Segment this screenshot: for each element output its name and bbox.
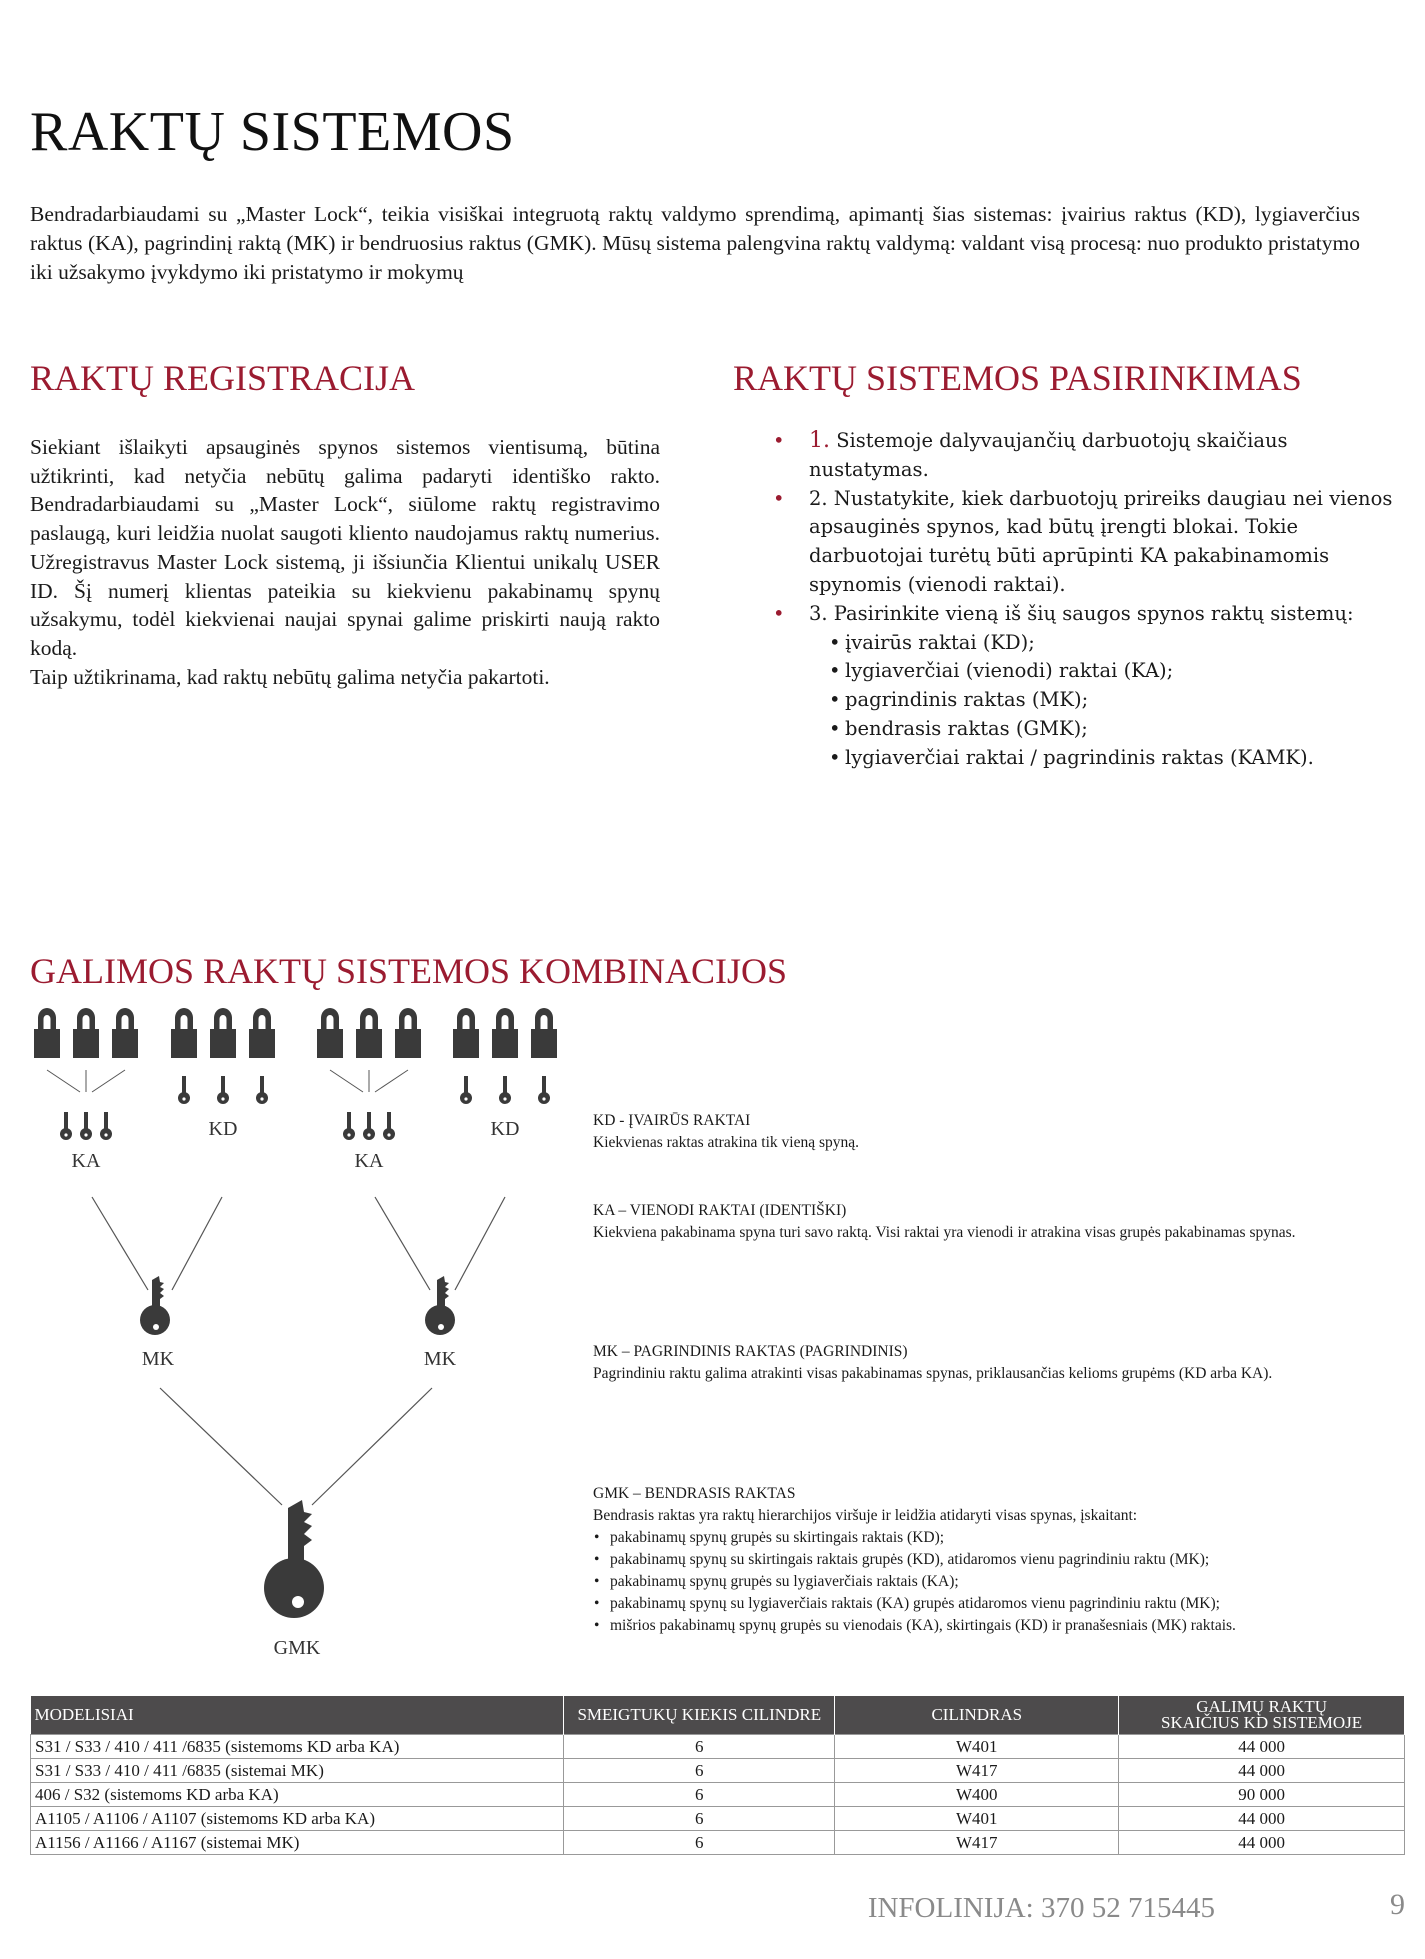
label-kd-1: KD xyxy=(208,1118,238,1140)
option-item: • bendrasis raktas (GMK); xyxy=(773,715,1393,744)
step-text: 2. Nustatykite, kiek darbuotojų prireiks daugiau nei vienos apsauginės spynos, kad būtų įrengti blokai. Tokie darbuotojai turėtų būti aprūpinti KA pakabinamomis spynomis (vienodi raktai). xyxy=(809,486,1393,596)
padlock-icon xyxy=(249,1008,275,1058)
gmk-list xyxy=(593,1527,1373,1637)
bullet: • xyxy=(773,429,785,452)
definition-gmk xyxy=(593,1483,1373,1637)
padlock-icon xyxy=(492,1008,518,1058)
cell-pins: 6 xyxy=(564,1831,835,1855)
registration-body xyxy=(30,433,660,691)
col-header-key-count xyxy=(1119,1696,1405,1735)
cell-model: S31 / S33 / 410 / 411 /6835 (sistemai MK) xyxy=(31,1759,564,1783)
list-item: • pakabinamų spynų su skirtingais raktais grupės (KD), atidaromos vienu pagrindiniu raktu (MK); xyxy=(593,1549,1373,1571)
definition-kd xyxy=(593,1110,1373,1154)
registration-title: RAKTŲ REGISTRACIJA xyxy=(30,358,416,398)
cell-cylinder: W417 xyxy=(835,1831,1119,1855)
padlock-icon xyxy=(356,1008,382,1058)
label-ka-2: KA xyxy=(354,1150,384,1172)
intro-paragraph: Bendradarbiaudami su „Master Lock“, teikia visiškai integruotą raktų valdymo sprendimą, apimantį šias sistemas: įvairius raktus (KD), lygiaverčius raktus (KA), pagrindinį raktą (MK) ir bendruosius raktus (GMK). Mūsų sistema palengvina raktų valdymą: valdant visą procesą: nuo produkto pristatymo iki užsakymo įvykdymo iki pristatymo ir mokymų xyxy=(30,202,1360,284)
definition-ka-text: Kiekviena pakabinama spyna turi savo raktą. Visi raktai yra vienodi ir atrakina visas grupės pakabinamas spynas. xyxy=(593,1224,1296,1241)
page-title: RAKTŲ SISTEMOS xyxy=(30,101,515,163)
padlock-icon xyxy=(112,1008,138,1058)
key-icon xyxy=(499,1076,511,1104)
cell-model: 406 / S32 (sistemoms KD arba KA) xyxy=(31,1783,564,1807)
cell-key-count: 90 000 xyxy=(1119,1783,1405,1807)
definition-ka xyxy=(593,1200,1373,1244)
padlock-icon xyxy=(210,1008,236,1058)
definition-mk xyxy=(593,1341,1373,1385)
table-row xyxy=(31,1783,1405,1807)
combinations-title: GALIMOS RAKTŲ SISTEMOS KOMBINACIJOS xyxy=(30,951,788,991)
registration-conclusion: Taip užtikrinama, kad raktų nebūtų galima netyčia pakartoti. xyxy=(30,664,550,689)
padlock-icon xyxy=(531,1008,557,1058)
col-header-key-count-line1: GALIMŲ RAKTŲ xyxy=(1196,1697,1327,1716)
cell-pins: 6 xyxy=(564,1735,835,1759)
registration-text: Siekiant išlaikyti apsauginės spynos sistemos vientisumą, būtina užtikrinti, kad netyčia nebūtų galima padaryti identiško rakto. Bendradarbiaudami su „Master Lock“, siūlome raktų registravimo paslaugą, kuri leidžia nuolat saugoti kliento naudojamus raktų numerius. Užregistravus Master Lock sistemą, ji išsiunčia Klientui unikalų USER ID. Šį numerį klientas pateikia su kiekvienu pakabinamų spynų užsakymu, todėl kiekvienai naujai spynai galime priskirti naują rakto kodą. xyxy=(30,435,660,660)
option-item: • lygiaverčiai (vienodi) raktai (KA); xyxy=(773,657,1393,686)
table-header-row xyxy=(31,1696,1405,1735)
key-icon xyxy=(460,1076,472,1104)
cell-pins: 6 xyxy=(564,1807,835,1831)
key-icon xyxy=(538,1076,550,1104)
label-kd-2: KD xyxy=(490,1118,520,1140)
table-row xyxy=(31,1759,1405,1783)
cell-cylinder: W400 xyxy=(835,1783,1119,1807)
option-item: • įvairūs raktai (KD); xyxy=(773,629,1393,658)
key-icon xyxy=(60,1112,72,1140)
models-table xyxy=(30,1696,1405,1855)
option-item: • pagrindinis raktas (MK); xyxy=(773,686,1393,715)
list-item: • pakabinamų spynų grupės su lygiaverčiais raktais (KA); xyxy=(593,1571,1373,1593)
table-row xyxy=(31,1831,1405,1855)
hotline-footer: INFOLINIJA: 370 52 715445 xyxy=(867,1892,1215,1924)
col-header-pins: SMEIGTUKŲ KIEKIS CILINDRE xyxy=(564,1696,835,1735)
cell-cylinder: W401 xyxy=(835,1735,1119,1759)
cell-model: A1105 / A1106 / A1107 (sistemoms KD arba KA) xyxy=(31,1807,564,1831)
cell-cylinder: W417 xyxy=(835,1759,1119,1783)
key-hierarchy-diagram xyxy=(0,1000,590,1640)
step-number: 1. xyxy=(809,428,830,453)
table-row xyxy=(31,1807,1405,1831)
step-text: 3. Pasirinkite vieną iš šių saugos spynos raktų sistemų: xyxy=(809,601,1354,625)
key-icon xyxy=(343,1112,355,1140)
master-key-icon xyxy=(425,1276,455,1335)
ka-arrows xyxy=(47,1070,408,1092)
step-text: Sistemoje dalyvaujančių darbuotojų skaičiaus nustatymas. xyxy=(809,429,1288,481)
key-icon xyxy=(178,1076,190,1104)
selection-step-1 xyxy=(773,427,1393,485)
cell-model: S31 / S33 / 410 / 411 /6835 (sistemoms KD arba KA) xyxy=(31,1735,564,1759)
padlock-icon xyxy=(73,1008,99,1058)
selection-step-2 xyxy=(773,485,1393,600)
key-icon xyxy=(256,1076,268,1104)
label-gmk: GMK xyxy=(273,1637,321,1659)
list-item: • pakabinamų spynų su lygiaverčiais raktais (KA) grupės atidaromos vienu pagrindiniu raktu (MK); xyxy=(593,1593,1373,1615)
label-mk-2: MK xyxy=(423,1348,457,1370)
cell-model: A1156 / A1166 / A1167 (sistemai MK) xyxy=(31,1831,564,1855)
padlock-icon xyxy=(171,1008,197,1058)
cell-pins: 6 xyxy=(564,1759,835,1783)
padlock-icon xyxy=(395,1008,421,1058)
definition-ka-title: KA – VIENODI RAKTAI (IDENTIŠKI) xyxy=(593,1202,847,1219)
definition-gmk-title: GMK – BENDRASIS RAKTAS xyxy=(593,1485,796,1502)
col-header-cylinder: CILINDRAS xyxy=(835,1696,1119,1735)
label-ka-1: KA xyxy=(71,1150,101,1172)
list-item: • pakabinamų spynų grupės su skirtingais raktais (KD); xyxy=(593,1527,1373,1549)
label-mk-1: MK xyxy=(141,1348,175,1370)
cell-key-count: 44 000 xyxy=(1119,1807,1405,1831)
col-header-key-count-line2: SKAIČIUS KD SISTEMOJE xyxy=(1161,1713,1363,1732)
padlock-icon xyxy=(34,1008,60,1058)
padlock-icon xyxy=(453,1008,479,1058)
key-icon xyxy=(383,1112,395,1140)
option-item: • lygiaverčiai raktai / pagrindinis raktas (KAMK). xyxy=(773,744,1393,773)
definition-mk-text: Pagrindiniu raktu galima atrakinti visas pakabinamas spynas, priklausančias kelioms grupėms (KD arba KA). xyxy=(593,1365,1273,1382)
cell-key-count: 44 000 xyxy=(1119,1831,1405,1855)
page-number: 9 xyxy=(1390,1888,1405,1921)
list-item: • mišrios pakabinamų spynų grupės su vienodais (KA), skirtingais (KD) ir pranašesniais (MK) raktais. xyxy=(593,1615,1373,1637)
table-row xyxy=(31,1735,1405,1759)
cell-key-count: 44 000 xyxy=(1119,1759,1405,1783)
key-icon xyxy=(100,1112,112,1140)
selection-step-3 xyxy=(773,600,1393,629)
cell-key-count: 44 000 xyxy=(1119,1735,1405,1759)
cell-pins: 6 xyxy=(564,1783,835,1807)
definition-mk-title: MK – PAGRINDINIS RAKTAS (PAGRINDINIS) xyxy=(593,1343,908,1360)
col-header-models: MODELISIAI xyxy=(31,1696,564,1735)
key-icon xyxy=(363,1112,375,1140)
padlock-icon xyxy=(317,1008,343,1058)
bullet: • xyxy=(773,601,785,625)
cell-cylinder: W401 xyxy=(835,1807,1119,1831)
key-icon xyxy=(80,1112,92,1140)
grand-master-key-icon xyxy=(264,1500,324,1618)
bullet: • xyxy=(773,486,785,510)
selection-title: RAKTŲ SISTEMOS PASIRINKIMAS xyxy=(733,358,1302,398)
definition-gmk-text: Bendrasis raktas yra raktų hierarchijos viršuje ir leidžia atidaryti visas spynas, įskaitant: xyxy=(593,1507,1138,1524)
definition-kd-text: Kiekvienas raktas atrakina tik vieną spyną. xyxy=(593,1134,859,1151)
definition-kd-title: KD - ĮVAIRŪS RAKTAI xyxy=(593,1112,751,1129)
selection-steps xyxy=(773,427,1393,773)
key-icon xyxy=(217,1076,229,1104)
